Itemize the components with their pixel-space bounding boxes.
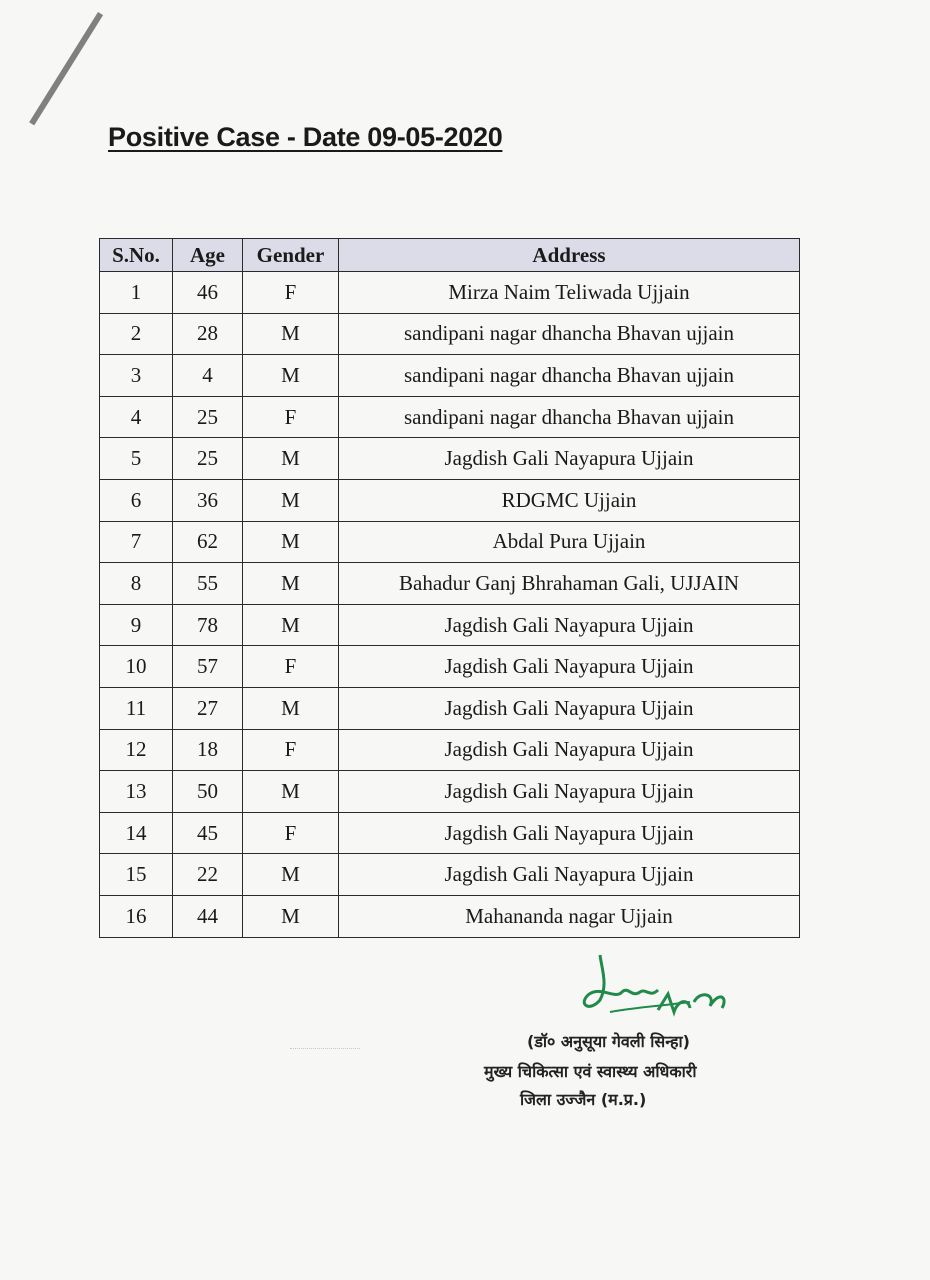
cell-address: Mirza Naim Teliwada Ujjain	[339, 272, 800, 314]
cell-sno: 1	[100, 272, 173, 314]
cell-age: 18	[173, 729, 243, 771]
cell-gender: F	[243, 272, 339, 314]
cell-address: Jagdish Gali Nayapura Ujjain	[339, 729, 800, 771]
cell-age: 78	[173, 604, 243, 646]
header-gender: Gender	[243, 239, 339, 272]
table-row	[100, 646, 800, 688]
cell-gender: F	[243, 812, 339, 854]
cell-address: Jagdish Gali Nayapura Ujjain	[339, 854, 800, 896]
cell-gender: M	[243, 438, 339, 480]
cell-age: 45	[173, 812, 243, 854]
cell-address: Bahadur Ganj Bhrahaman Gali, UJJAIN	[339, 563, 800, 605]
cell-gender: M	[243, 313, 339, 355]
cell-age: 25	[173, 438, 243, 480]
cell-sno: 2	[100, 313, 173, 355]
table-row	[100, 771, 800, 813]
signature	[570, 950, 730, 1040]
table-row	[100, 895, 800, 937]
cell-sno: 8	[100, 563, 173, 605]
table-header-row	[100, 239, 800, 272]
cell-age: 44	[173, 895, 243, 937]
cell-gender: M	[243, 563, 339, 605]
cell-age: 22	[173, 854, 243, 896]
table-row	[100, 563, 800, 605]
cell-gender: M	[243, 604, 339, 646]
table-row	[100, 729, 800, 771]
cell-age: 25	[173, 396, 243, 438]
cell-gender: M	[243, 771, 339, 813]
cell-sno: 4	[100, 396, 173, 438]
cell-gender: M	[243, 687, 339, 729]
cell-sno: 14	[100, 812, 173, 854]
cell-age: 36	[173, 479, 243, 521]
cell-age: 46	[173, 272, 243, 314]
cell-address: Jagdish Gali Nayapura Ujjain	[339, 687, 800, 729]
cell-gender: M	[243, 895, 339, 937]
table-row	[100, 854, 800, 896]
smudge-mark	[290, 1048, 360, 1059]
cell-gender: M	[243, 479, 339, 521]
cell-sno: 10	[100, 646, 173, 688]
cell-sno: 16	[100, 895, 173, 937]
cell-sno: 12	[100, 729, 173, 771]
cell-address: sandipani nagar dhancha Bhavan ujjain	[339, 313, 800, 355]
table-row	[100, 272, 800, 314]
cell-sno: 6	[100, 479, 173, 521]
signatory-district: जिला उज्जैन (म.प्र.)	[520, 1090, 647, 1109]
cell-gender: F	[243, 646, 339, 688]
cell-sno: 15	[100, 854, 173, 896]
table-row	[100, 479, 800, 521]
cell-sno: 5	[100, 438, 173, 480]
cell-age: 50	[173, 771, 243, 813]
cell-address: Jagdish Gali Nayapura Ujjain	[339, 604, 800, 646]
cell-age: 27	[173, 687, 243, 729]
table-row	[100, 604, 800, 646]
cell-age: 28	[173, 313, 243, 355]
table-row	[100, 812, 800, 854]
cell-address: sandipani nagar dhancha Bhavan ujjain	[339, 396, 800, 438]
signatory-name: (डॉ० अनुसूया गेवली सिन्हा)	[527, 1032, 690, 1051]
header-age: Age	[173, 239, 243, 272]
cell-age: 4	[173, 355, 243, 397]
cell-gender: F	[243, 396, 339, 438]
table-row	[100, 687, 800, 729]
table-row	[100, 396, 800, 438]
cell-gender: M	[243, 521, 339, 563]
table-row	[100, 313, 800, 355]
cell-address: RDGMC Ujjain	[339, 479, 800, 521]
pen-mark	[29, 12, 103, 125]
cell-address: Jagdish Gali Nayapura Ujjain	[339, 771, 800, 813]
cell-sno: 11	[100, 687, 173, 729]
cell-age: 57	[173, 646, 243, 688]
cell-age: 55	[173, 563, 243, 605]
cell-address: Jagdish Gali Nayapura Ujjain	[339, 646, 800, 688]
cell-address: Jagdish Gali Nayapura Ujjain	[339, 812, 800, 854]
cell-sno: 3	[100, 355, 173, 397]
cell-sno: 13	[100, 771, 173, 813]
cell-gender: M	[243, 854, 339, 896]
cell-gender: F	[243, 729, 339, 771]
page-title: Positive Case - Date 09-05-2020	[108, 122, 503, 152]
table-row	[100, 355, 800, 397]
signatory-designation: मुख्य चिकित्सा एवं स्वास्थ्य अधिकारी	[484, 1062, 697, 1081]
header-address: Address	[339, 239, 800, 272]
table-row	[100, 521, 800, 563]
cell-address: Abdal Pura Ujjain	[339, 521, 800, 563]
cell-address: sandipani nagar dhancha Bhavan ujjain	[339, 355, 800, 397]
cell-gender: M	[243, 355, 339, 397]
signature-stroke-1	[584, 955, 658, 1006]
positive-cases-table	[99, 238, 800, 938]
cell-address: Mahananda nagar Ujjain	[339, 895, 800, 937]
header-sno: S.No.	[100, 239, 173, 272]
cell-sno: 7	[100, 521, 173, 563]
cell-address: Jagdish Gali Nayapura Ujjain	[339, 438, 800, 480]
signature-stroke-2	[658, 994, 724, 1012]
cell-sno: 9	[100, 604, 173, 646]
cell-age: 62	[173, 521, 243, 563]
table-row	[100, 438, 800, 480]
